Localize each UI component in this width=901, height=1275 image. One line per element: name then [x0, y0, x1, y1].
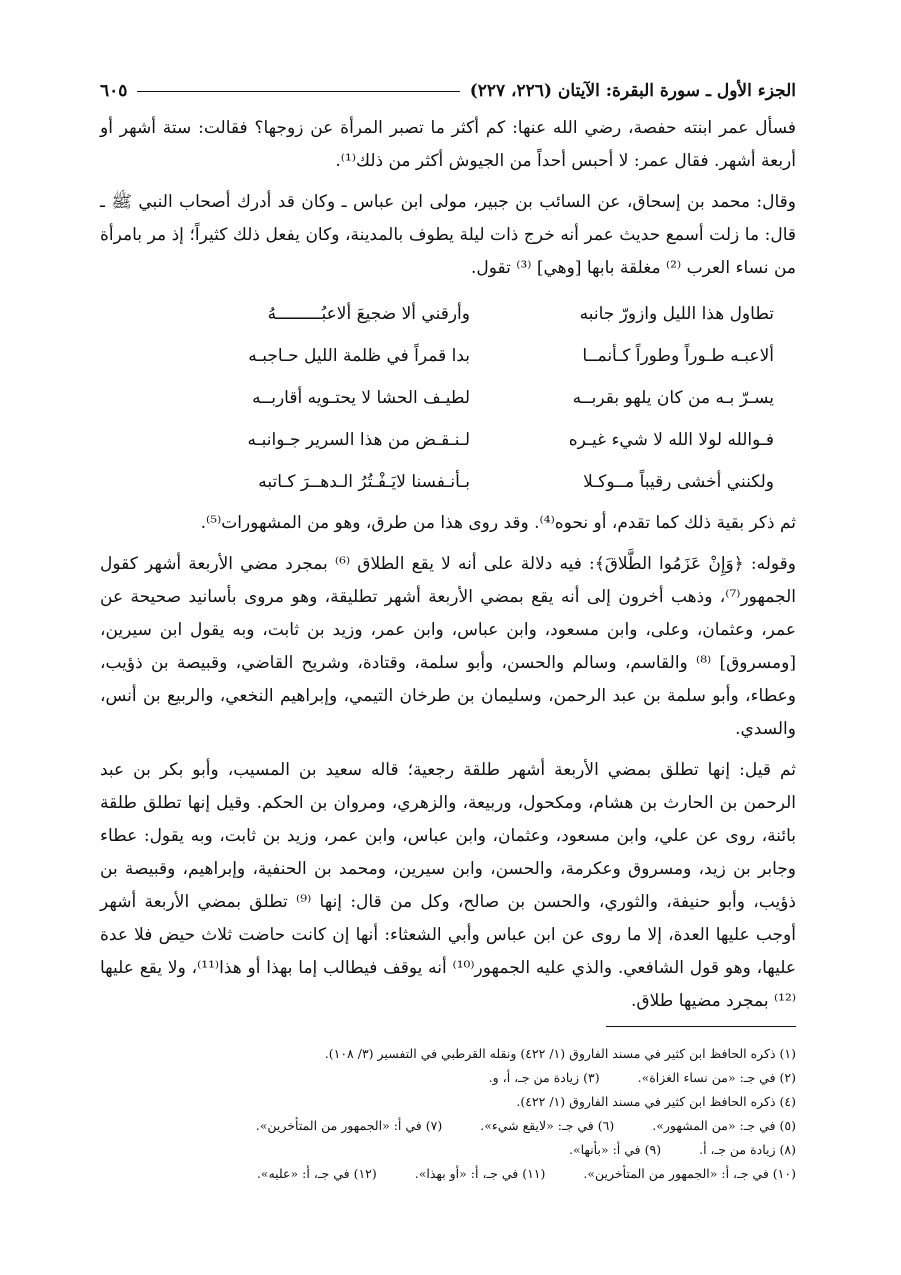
footnote-row	[100, 1162, 796, 1186]
footnote: (١) ذكره الحافظ ابن كثير في مسند الفاروق (١/ ٤٢٢) ونقله القرطبي في التفسير (٣/ ١٠٨).	[324, 1046, 796, 1061]
footnote: (٩) في أ: «بأنها».	[569, 1142, 662, 1157]
poem-verse	[100, 293, 796, 335]
paragraph-4: وقوله: ﴿وَإِنْ عَزَمُوا الطَّلاقَ﴾: فيه دلالة على أنه لا يقع الطلاق ⁽⁶⁾ بمجرد مضي الأربعة أشهر كقول الجمهور⁽⁷⁾، وذهب أخرون إلى أنه يقع بمضي الأربعة أشهر تطليقة، وهو مروى بأسانيد صحيحة عن عمر، وعثمان، وعلى، وابن مسعود، وابن عباس، وابن عمر، وزيد بن ثابت، وبه يقول ابن سيرين، [ومسروق] ⁽⁸⁾ والقاسم، وسالم والحسن، وأبو سلمة، وقتادة، وشريح القاضي، وقبيصة بن ذؤيب، وعطاء، وأبو سلمة بن عبد الرحمن، وسليمان بن طرخان التيمي، وإبراهيم النخعي، والربيع بن أنس، والسدي.	[100, 554, 796, 739]
footnote-row	[100, 1138, 796, 1162]
footnote: (٢) في جـ: «من نساء الغزاة».	[637, 1070, 796, 1085]
footnote-row	[100, 1042, 796, 1066]
verse-second-hemistich: وأرقني ألا ضجيعَ ألاعبُـــــــــهُ	[267, 303, 470, 324]
page-number: ٦٠٥	[100, 81, 128, 101]
poem-verse	[100, 461, 796, 503]
poem-verse	[100, 377, 796, 419]
verse-second-hemistich: بـأنـفسنا لايَـفْـتُرُ الـدهــرَ كـاتبه	[258, 471, 470, 492]
verse-first-hemistich: ولكنني أخشى رقيباً مــوكـلا	[583, 471, 774, 492]
verse-first-hemistich: ألاعبـه طـوراً وطوراً كـأنمــا	[582, 345, 774, 366]
footnote: (١١) في جـ، أ: «أو بهذا».	[414, 1166, 546, 1181]
page-header	[100, 76, 796, 106]
verse-second-hemistich: لطيـف الحشا لا يحتـويه أقاربــه	[252, 387, 470, 408]
verse-second-hemistich: بدا قمراً في ظلمة الليل حـاجبـه	[248, 345, 470, 366]
footnotes	[100, 1042, 796, 1186]
verse-first-hemistich: فـوالله لولا الله لا شيء غيـره	[568, 429, 774, 450]
running-title: الجزء الأول ـ سورة البقرة: الآيتان (٢٢٦، ٢٢٧)	[469, 81, 796, 101]
footnote: (٥) في جـ: «من المشهور».	[652, 1118, 796, 1133]
paragraph-2: وقال: محمد بن إسحاق، عن السائب بن جبير، مولى ابن عباس ـ وكان قد أدرك أصحاب النبي ﷺ ـ قال: ما زلت أسمع حديث عمر أنه خرج ذات ليلة يطوف بالمدينة، وكان يفعل ذلك كثيراً؛ إذ مر بامرأة من نساء العرب ⁽²⁾ مغلقة بابها [وهي] ⁽³⁾ تقول.	[100, 192, 796, 278]
verse-first-hemistich: تطاول هذا الليل وازورّ جانبه	[579, 303, 774, 324]
footnote-row	[100, 1090, 796, 1114]
verse-second-hemistich: لـنـقـض من هذا السرير جـوانبـه	[247, 429, 470, 450]
main-text	[100, 112, 796, 1033]
paragraph-3: ثم ذكر بقية ذلك كما تقدم، أو نحوه⁽⁴⁾. وقد روى هذا من طرق، وهو من المشهورات⁽⁵⁾.	[200, 513, 796, 533]
paragraph-1: فسأل عمر ابنته حفصة، رضي الله عنها: كم أكثر ما تصبر المرأة عن زوجها؟ فقالت: ستة أشهر أو أربعة أشهر. فقال عمر: لا أحبس أحداً من الجيوش أكثر من ذلك⁽¹⁾.	[100, 118, 796, 171]
header-rule	[137, 91, 459, 92]
poem-verse	[100, 335, 796, 377]
footnote: (١٠) في جـ، أ: «الجمهور من المتأخرين».	[583, 1166, 796, 1181]
footnote: (٣) زيادة من جـ، أ، و.	[488, 1070, 600, 1085]
footnote-row	[100, 1066, 796, 1090]
footnote: (٨) زيادة من جـ، أ.	[699, 1142, 796, 1157]
footnote: (٧) في أ: «الجمهور من المتأخرين».	[255, 1118, 443, 1133]
footnote: (٤) ذكره الحافظ ابن كثير في مسند الفاروق (١/ ٤٢٢).	[516, 1094, 796, 1109]
footnote: (١٢) في جـ، أ: «عليه».	[256, 1166, 377, 1181]
poem-verse	[100, 419, 796, 461]
footnote-separator	[606, 1026, 796, 1027]
verse-first-hemistich: يسـرّ بـه من كان يلهو بقربــه	[572, 387, 774, 408]
paragraph-5: ثم قيل: إنها تطلق بمضي الأربعة أشهر طلقة رجعية؛ قاله سعيد بن المسيب، وأبو بكر بن عبد الرحمن بن الحارث بن هشام، ومكحول، وربيعة، والزهري، ومروان بن الحكم. وقيل إنها تطلق طلقة بائنة، روى عن علي، وابن مسعود، وعثمان، وابن عباس، وابن عمر، وزيد بن ثابت، وبه يقول: عطاء وجابر بن زيد، ومسروق وعكرمة، والحسن، وابن سيرين، ومحمد بن الحنفية، وإبراهيم، وقبيصة بن ذؤيب، وأبو حنيفة، والثوري، والحسن بن صالح، وكل من قال: إنها ⁽⁹⁾ تطلق بمضي الأربعة أشهر أوجب عليها العدة، إلا ما روى عن ابن عباس وأبي الشعثاء: أنها إن كانت حاضت ثلاث حيض فلا عدة عليها، وهو قول الشافعي. والذي عليه الجمهور⁽¹⁰⁾ أنه يوقف فيطالب إما بهذا أو هذا⁽¹¹⁾، ولا يقع عليها ⁽¹²⁾ بمجرد مضيها طلاق.	[100, 760, 797, 1011]
footnote-row	[100, 1114, 796, 1138]
footnote: (٦) في جـ: «لايقع شيء».	[480, 1118, 615, 1133]
poem	[100, 293, 796, 503]
